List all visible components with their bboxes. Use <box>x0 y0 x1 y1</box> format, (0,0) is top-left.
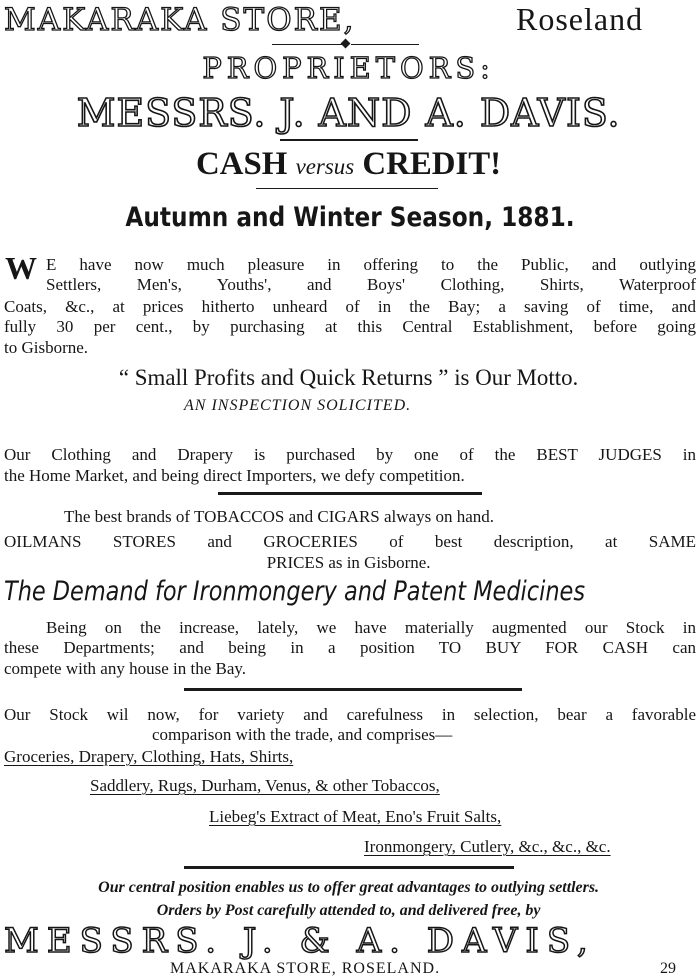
credit-word: CREDIT! <box>362 146 502 182</box>
owners-underline <box>280 139 418 141</box>
ornament-rule-left <box>272 44 342 45</box>
inspection-solicited: AN INSPECTION SOLICITED. <box>184 397 412 414</box>
clothing-line-1: Our Clothing and Drapery is purchased by one of the BEST JUDGES in <box>4 445 696 464</box>
headline-underline <box>256 188 438 189</box>
footer-names: MESSRS. J. & A. DAVIS, <box>4 921 596 961</box>
intro-line-5: to Gisborne. <box>4 338 89 357</box>
tobacco-line: The best brands of TOBACCOS and CIGARS always on hand. <box>64 507 495 526</box>
clothing-line-2: the Home Market, and being direct Importers, we defy competition. <box>4 466 465 485</box>
oilmans-line-1: OILMANS STORES and GROCERIES of best description, at SAME <box>4 532 696 551</box>
drop-cap: W <box>5 250 37 286</box>
store-name: MAKARAKA STORE, <box>4 2 356 38</box>
stock-line-1: Our Stock wil now, for variety and carefulness in selection, bear a favorable <box>4 705 696 724</box>
footer-number: 29 <box>660 960 676 977</box>
items-liebeg: Liebeg's Extract of Meat, Eno's Fruit Salts, <box>209 807 502 826</box>
section-rule-1 <box>218 492 482 495</box>
increase-line-1: Being on the increase, lately, we have materially augmented our Stock in <box>46 618 696 637</box>
items-ironmongery: Ironmongery, Cutlery, &c., &c., &c. <box>364 837 611 856</box>
items-saddlery: Saddlery, Rugs, Durham, Venus, & other Tobaccos, <box>90 776 440 795</box>
intro-line-4: fully 30 per cent., by purchasing at this Central Establishment, before going <box>4 317 696 336</box>
stock-line-2: comparison with the trade, and comprises— <box>152 725 453 744</box>
increase-line-2: these Departments; and being in a position TO BUY FOR CASH can <box>4 638 696 657</box>
versus-word: versus <box>295 154 355 179</box>
section-rule-2 <box>184 688 522 691</box>
ornament-rule-right <box>351 44 419 45</box>
demand-heading: The Demand for Ironmongery and Patent Medicines <box>4 576 585 607</box>
intro-line-1: E have now much pleasure in offering to the Public, and outlying <box>46 255 696 274</box>
intro-line-2: Settlers, Men's, Youths', and Boys' Clothing, Shirts, Waterproof <box>46 275 696 294</box>
proprietors-heading: PROPRIETORS: <box>202 51 495 85</box>
footer-address: MAKARAKA STORE, ROSELAND. <box>170 960 441 977</box>
intro-line-3: Coats, &c., at prices hitherto unheard of in the Bay; a saving of time, and <box>4 297 696 316</box>
cash-credit-headline <box>0 148 697 181</box>
motto: “ Small Profits and Quick Returns ” is Our Motto. <box>118 365 579 390</box>
increase-line-3: compete with any house in the Bay. <box>4 659 247 678</box>
season-heading: Autumn and Winter Season, 1881. <box>125 202 575 233</box>
store-location: Roseland <box>516 1 644 37</box>
owners-heading: MESSRS. J. AND A. DAVIS. <box>76 91 621 135</box>
section-rule-3 <box>184 866 514 869</box>
cash-word: CASH <box>196 146 288 182</box>
central-position-line: Our central position enables us to offer great advantages to outlying settlers. <box>98 879 600 896</box>
oilmans-line-2: PRICES as in Gisborne. <box>266 553 431 572</box>
orders-line: Orders by Post carefully attended to, and delivered free, by <box>156 902 541 919</box>
diamond-ornament <box>341 39 351 49</box>
items-groceries: Groceries, Drapery, Clothing, Hats, Shirts, <box>4 747 294 766</box>
